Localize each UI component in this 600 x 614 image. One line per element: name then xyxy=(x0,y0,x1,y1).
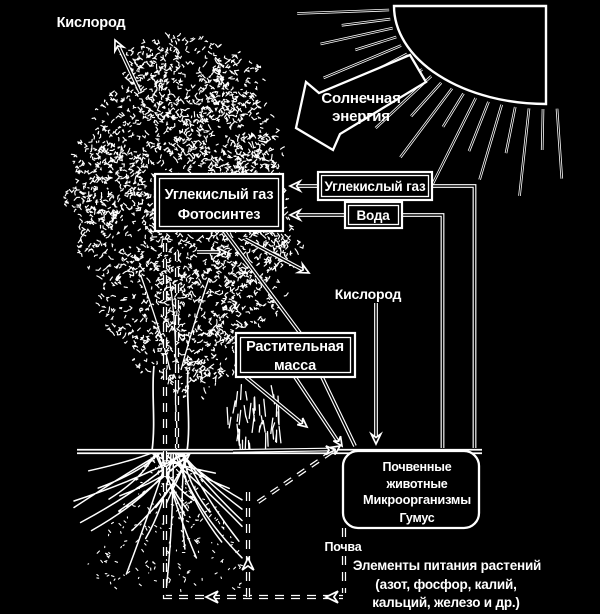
co2-box-label: Углекислый газ xyxy=(324,179,426,194)
water-box-label: Вода xyxy=(356,208,390,223)
photosynthesis-box-label-2: Фотосинтез xyxy=(177,207,261,223)
nutrients-label-1: Элементы питания растений xyxy=(352,558,542,573)
nutrients-label xyxy=(353,558,541,610)
soil-label: Почва xyxy=(324,540,362,554)
soil-box-label-4: Гумус xyxy=(399,511,435,525)
solar-energy-label-2: энергия xyxy=(332,108,390,125)
photosynthesis-box xyxy=(155,174,283,231)
soil-box-label-3: Микроорганизмы xyxy=(363,492,471,507)
solar-energy-label-1: Солнечная xyxy=(321,90,401,107)
oxygen-mid-label: Кислород xyxy=(334,286,402,302)
nutrients-label-2: (азот, фосфор, калий, xyxy=(375,577,517,592)
water-box xyxy=(345,202,402,228)
oxygen-top-label: Кислород xyxy=(56,15,126,31)
soil-box-label-1: Почвенные xyxy=(382,460,452,474)
plant-mass-box-label-1: Растительная xyxy=(246,339,344,355)
plant-mass-box xyxy=(236,333,355,377)
plant-mass-box-label-2: масса xyxy=(274,358,316,374)
co2-box xyxy=(318,172,432,200)
photosynthesis-box-label-1: Углекислый газ xyxy=(164,187,274,203)
soil-box-label-2: животные xyxy=(386,477,448,491)
nutrients-label-3: кальций, железо и др.) xyxy=(372,595,520,610)
soil-organisms-box xyxy=(343,451,479,528)
